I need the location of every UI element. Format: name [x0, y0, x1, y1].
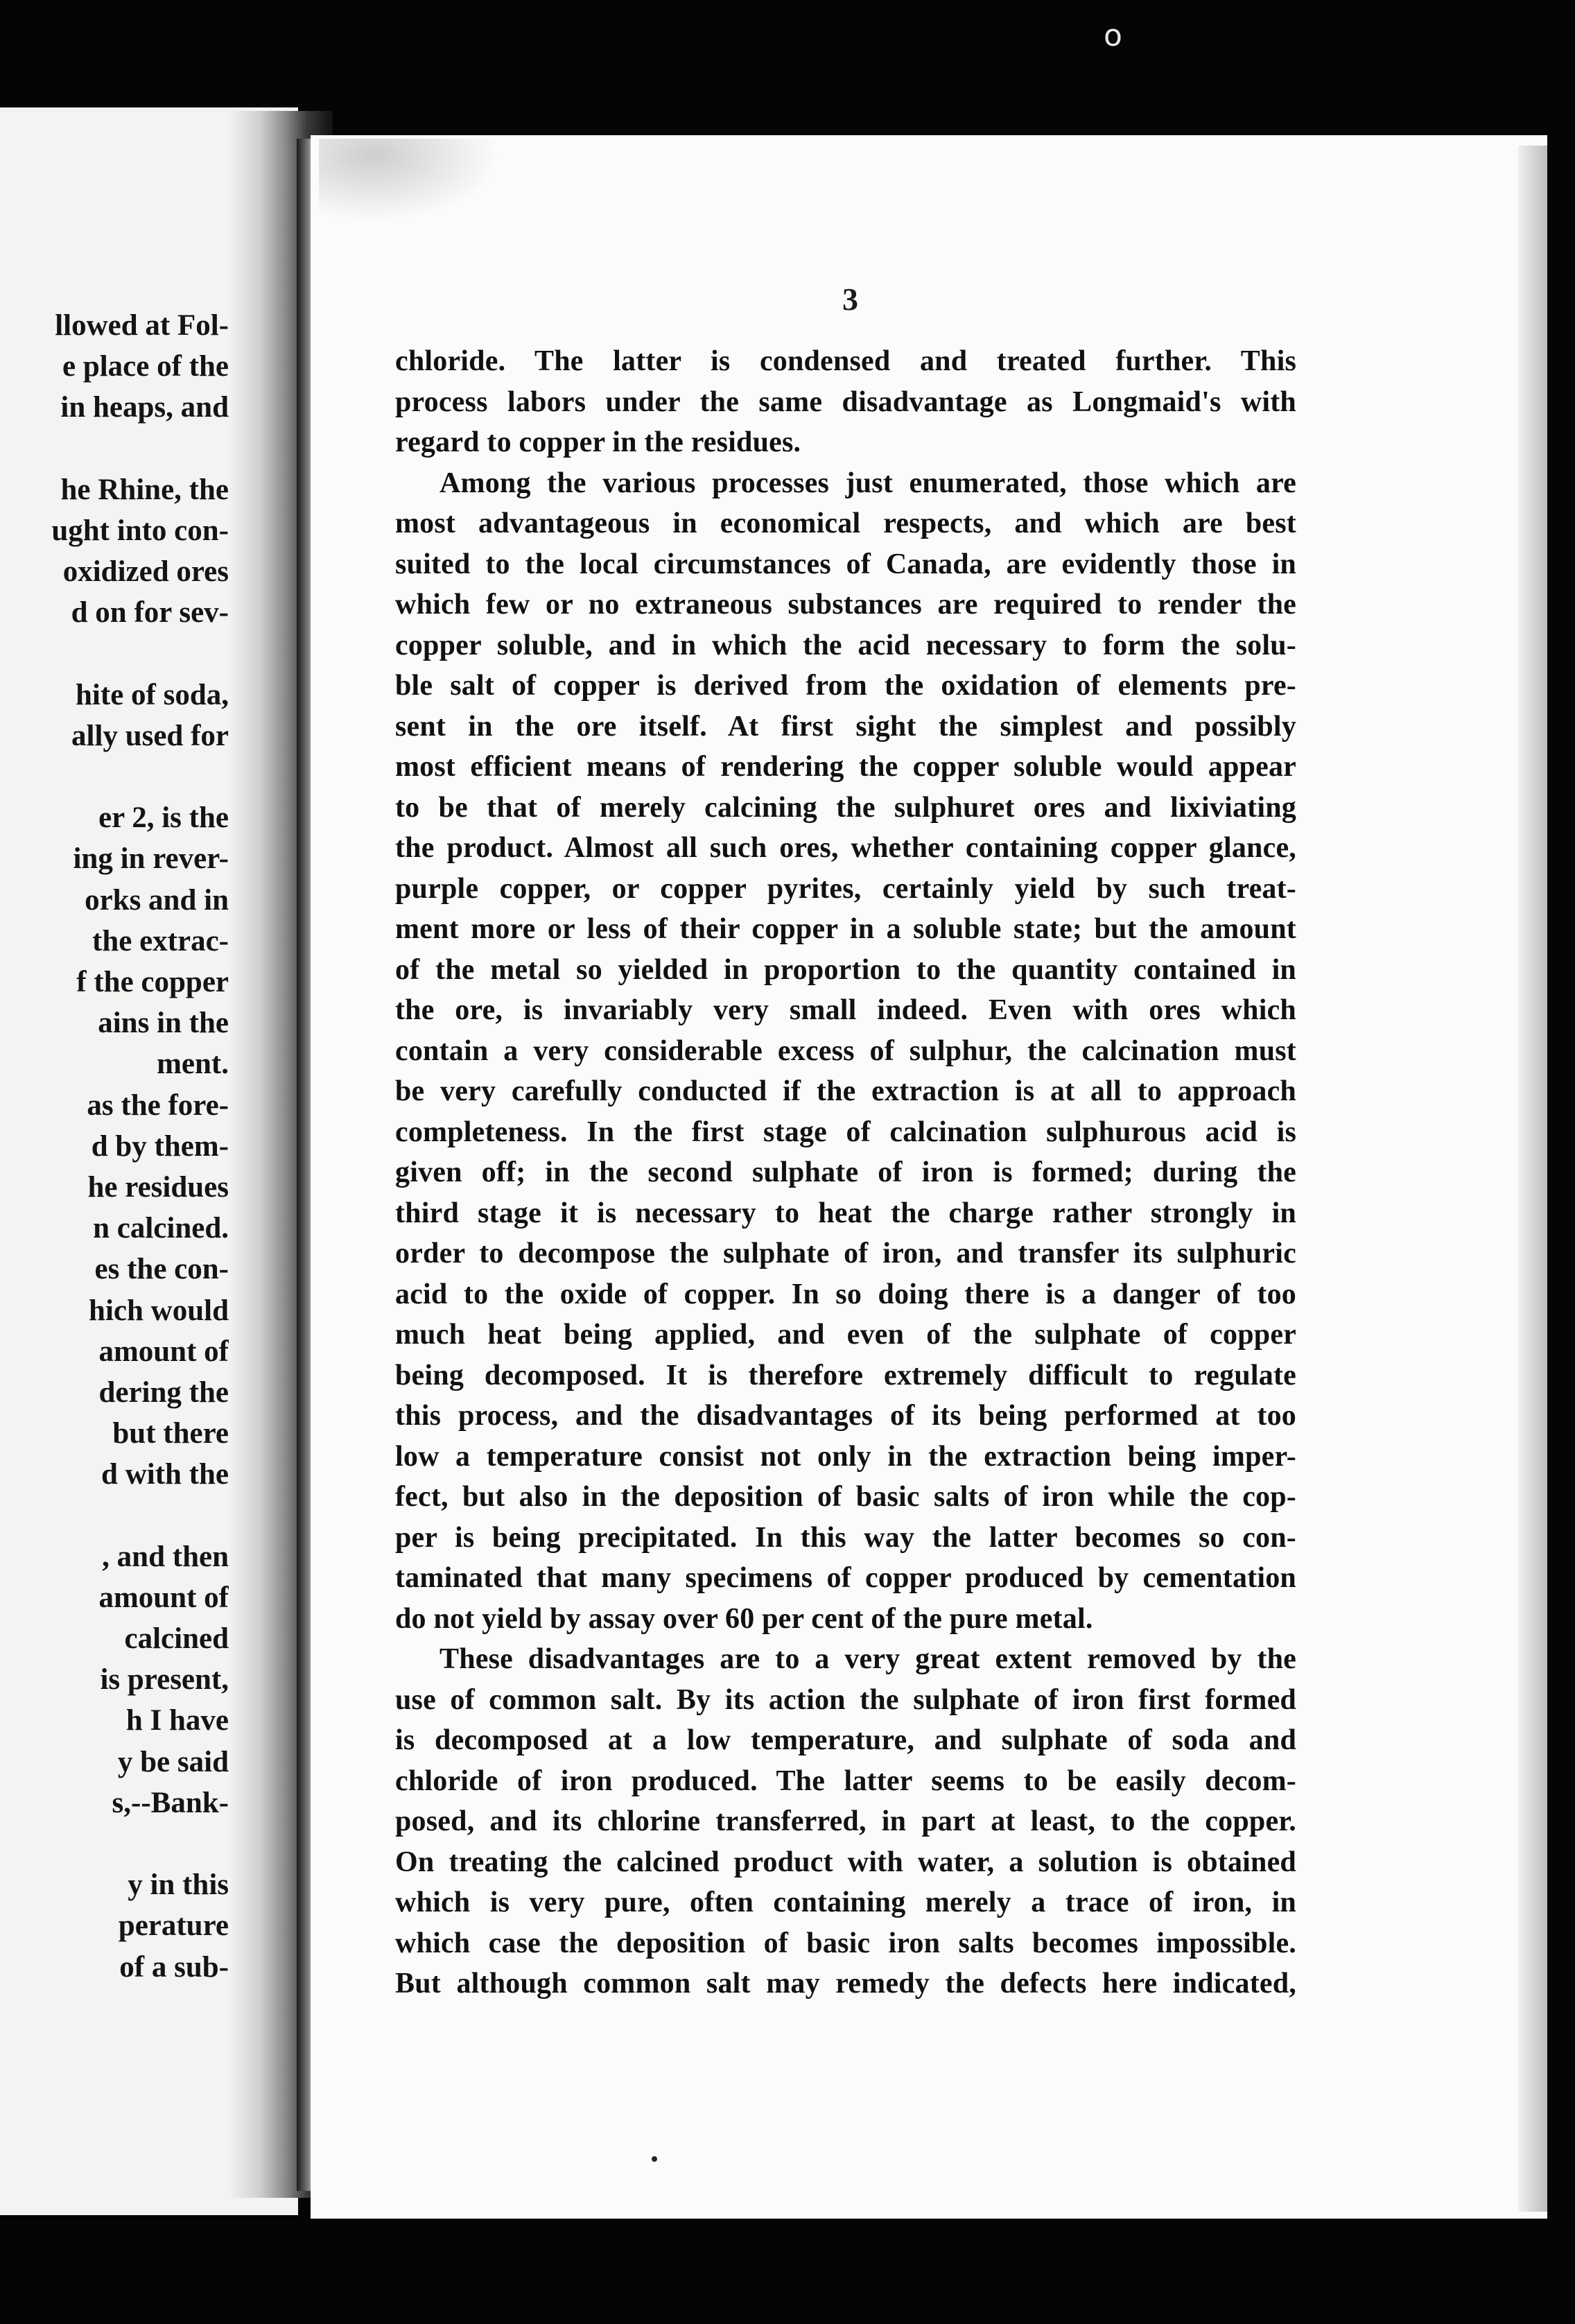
left-page-line: llowed at Fol- — [55, 309, 229, 342]
left-page-line: ains in the — [98, 1007, 229, 1040]
left-page-line: d with the — [101, 1458, 229, 1491]
body-line: being decomposed. It is therefore extremely difficult to regulate — [395, 1359, 1296, 1391]
left-page-line: ment. — [157, 1048, 229, 1081]
body-line: this process, and the disadvantages of its being performed at too — [395, 1400, 1296, 1432]
body-line: be very carefully conducted if the extraction is at all to approach — [395, 1075, 1296, 1107]
left-page-line: , and then — [102, 1540, 229, 1573]
left-page-line: ally used for — [71, 719, 229, 752]
page-edge — [1518, 146, 1547, 2212]
body-line: completeness. In the first stage of calcination sulphurous acid is — [395, 1116, 1296, 1148]
body-line: contain a very considerable excess of sulphur, the calcination must — [395, 1034, 1296, 1067]
body-line: most advantageous in economical respects, and which are best — [395, 508, 1296, 539]
left-page-line: of a sub- — [119, 1950, 229, 1984]
body-line: On treating the calcined product with water, a solution is obtained — [395, 1846, 1296, 1878]
body-line: acid to the oxide of copper. In so doing there is a danger of too — [395, 1278, 1296, 1310]
left-page-line — [51, 1495, 229, 1536]
left-page-line: hich would — [89, 1294, 229, 1327]
body-line: sent in the ore itself. At first sight the simplest and possibly — [395, 710, 1296, 743]
page-number: 3 — [842, 281, 858, 317]
left-page-line: y be said — [117, 1745, 229, 1778]
body-line: process labors under the same disadvantage as Longmaid's with — [395, 385, 1296, 418]
body-line: the product. Almost all such ores, whether containing copper glance, — [395, 832, 1296, 864]
body-line: posed, and its chlorine transferred, in part at least, to the copper. — [395, 1805, 1296, 1837]
body-line: purple copper, or copper pyrites, certainly yield by such treat- — [395, 872, 1296, 905]
left-page-line: as the fore- — [87, 1089, 229, 1122]
left-page-line: n calcined. — [93, 1212, 229, 1245]
body-line: is decomposed at a low temperature, and sulphate of soda and — [395, 1724, 1296, 1756]
body-line: fect, but also in the deposition of basic salts of iron while the cop- — [395, 1481, 1296, 1513]
left-page-line: orks and in — [85, 883, 229, 917]
left-page-line: oxidized ores — [62, 555, 229, 589]
body-line: most efficient means of rendering the copper soluble would appear — [395, 751, 1296, 783]
corner-mark: o — [1104, 18, 1122, 53]
left-page-line: s,--Bank- — [112, 1786, 229, 1819]
body-line: given off; in the second sulphate of iron is formed; during the — [395, 1156, 1296, 1188]
left-page-line: in heaps, and — [60, 391, 229, 424]
body-line: Among the various processes just enumerated, those which are — [440, 467, 1296, 499]
left-page-line: is present, — [100, 1663, 229, 1697]
body-line: which is very pure, often containing merely a trace of iron, in — [395, 1887, 1296, 1918]
body-line: ble salt of copper is derived from the oxidation of elements pre- — [395, 670, 1296, 702]
body-line: These disadvantages are to a very great extent removed by the — [440, 1643, 1296, 1675]
body-line: of the metal so yielded in proportion to the quantity contained in — [395, 953, 1296, 986]
left-page-line: he Rhine, the — [60, 473, 229, 506]
body-line: do not yield by assay over 60 per cent of the pure metal. — [395, 1602, 1093, 1635]
left-page-line: h I have — [125, 1704, 229, 1737]
left-page-line: d by them- — [91, 1129, 229, 1163]
left-page-line — [51, 1823, 229, 1864]
binding-fold — [297, 139, 312, 2191]
body-line: suited to the local circumstances of Canada, are evidently those in — [395, 548, 1296, 580]
body-line: per is being precipitated. In this way the latter becomes so con- — [395, 1521, 1296, 1554]
body-line: chloride of iron produced. The latter seems to be easily decom- — [395, 1764, 1296, 1797]
body-line: chloride. The latter is condensed and treated further. This — [395, 345, 1296, 377]
body-line: use of common salt. By its action the sulphate of iron first formed — [395, 1683, 1296, 1716]
left-page-line: but there — [112, 1417, 229, 1450]
body-line: which few or no extraneous substances are required to render the — [395, 589, 1296, 621]
body-line: ment more or less of their copper in a soluble state; but the amount — [395, 913, 1296, 945]
left-page-line: dering the — [98, 1376, 229, 1409]
left-page-line — [51, 634, 229, 675]
left-page-line: d on for sev- — [71, 596, 229, 630]
body-line: third stage it is necessary to heat the charge rather strongly in — [395, 1197, 1296, 1229]
body-line: order to decompose the sulphate of iron, and transfer its sulphuric — [395, 1238, 1296, 1269]
left-page-line: amount of — [98, 1335, 229, 1368]
left-page-line: ing in rever- — [73, 842, 229, 876]
left-page-line: f the copper — [76, 966, 229, 998]
left-page-text — [51, 305, 229, 1988]
left-page-line: e place of the — [62, 350, 229, 383]
left-page-line: hite of soda, — [76, 678, 229, 711]
right-page-text — [395, 341, 1296, 2004]
left-page-line: es the con- — [94, 1253, 229, 1286]
ink-dot — [652, 2156, 657, 2162]
left-page-line: y in this — [128, 1868, 229, 1902]
body-line: much heat being applied, and even of the sulphate of copper — [395, 1319, 1296, 1351]
left-page-line: the extrac- — [92, 924, 229, 957]
body-line: But although common salt may remedy the defects here indicated, — [395, 1968, 1296, 2000]
left-page-line: ught into con- — [51, 514, 229, 547]
body-line: regard to copper in the residues. — [395, 426, 801, 458]
body-line: copper soluble, and in which the acid necessary to form the solu- — [395, 629, 1296, 661]
body-line: taminated that many specimens of copper produced by cementation — [395, 1562, 1296, 1594]
left-page-line: he residues — [87, 1170, 229, 1204]
left-page-line — [51, 428, 229, 469]
left-page-line: er 2, is the — [98, 801, 229, 835]
left-page-line: perature — [118, 1909, 229, 1943]
left-page-line: calcined — [124, 1622, 229, 1655]
body-line: the ore, is invariably very small indeed. Even with ores which — [395, 994, 1296, 1026]
body-line: which case the deposition of basic iron salts becomes impossible. — [395, 1927, 1296, 1959]
paper-stain — [319, 139, 499, 222]
body-line: low a temperature consist not only in the extraction being imper- — [395, 1440, 1296, 1473]
left-page-line — [51, 756, 229, 797]
left-page-line: amount of — [98, 1581, 229, 1614]
body-line: to be that of merely calcining the sulphuret ores and lixiviating — [395, 791, 1296, 824]
